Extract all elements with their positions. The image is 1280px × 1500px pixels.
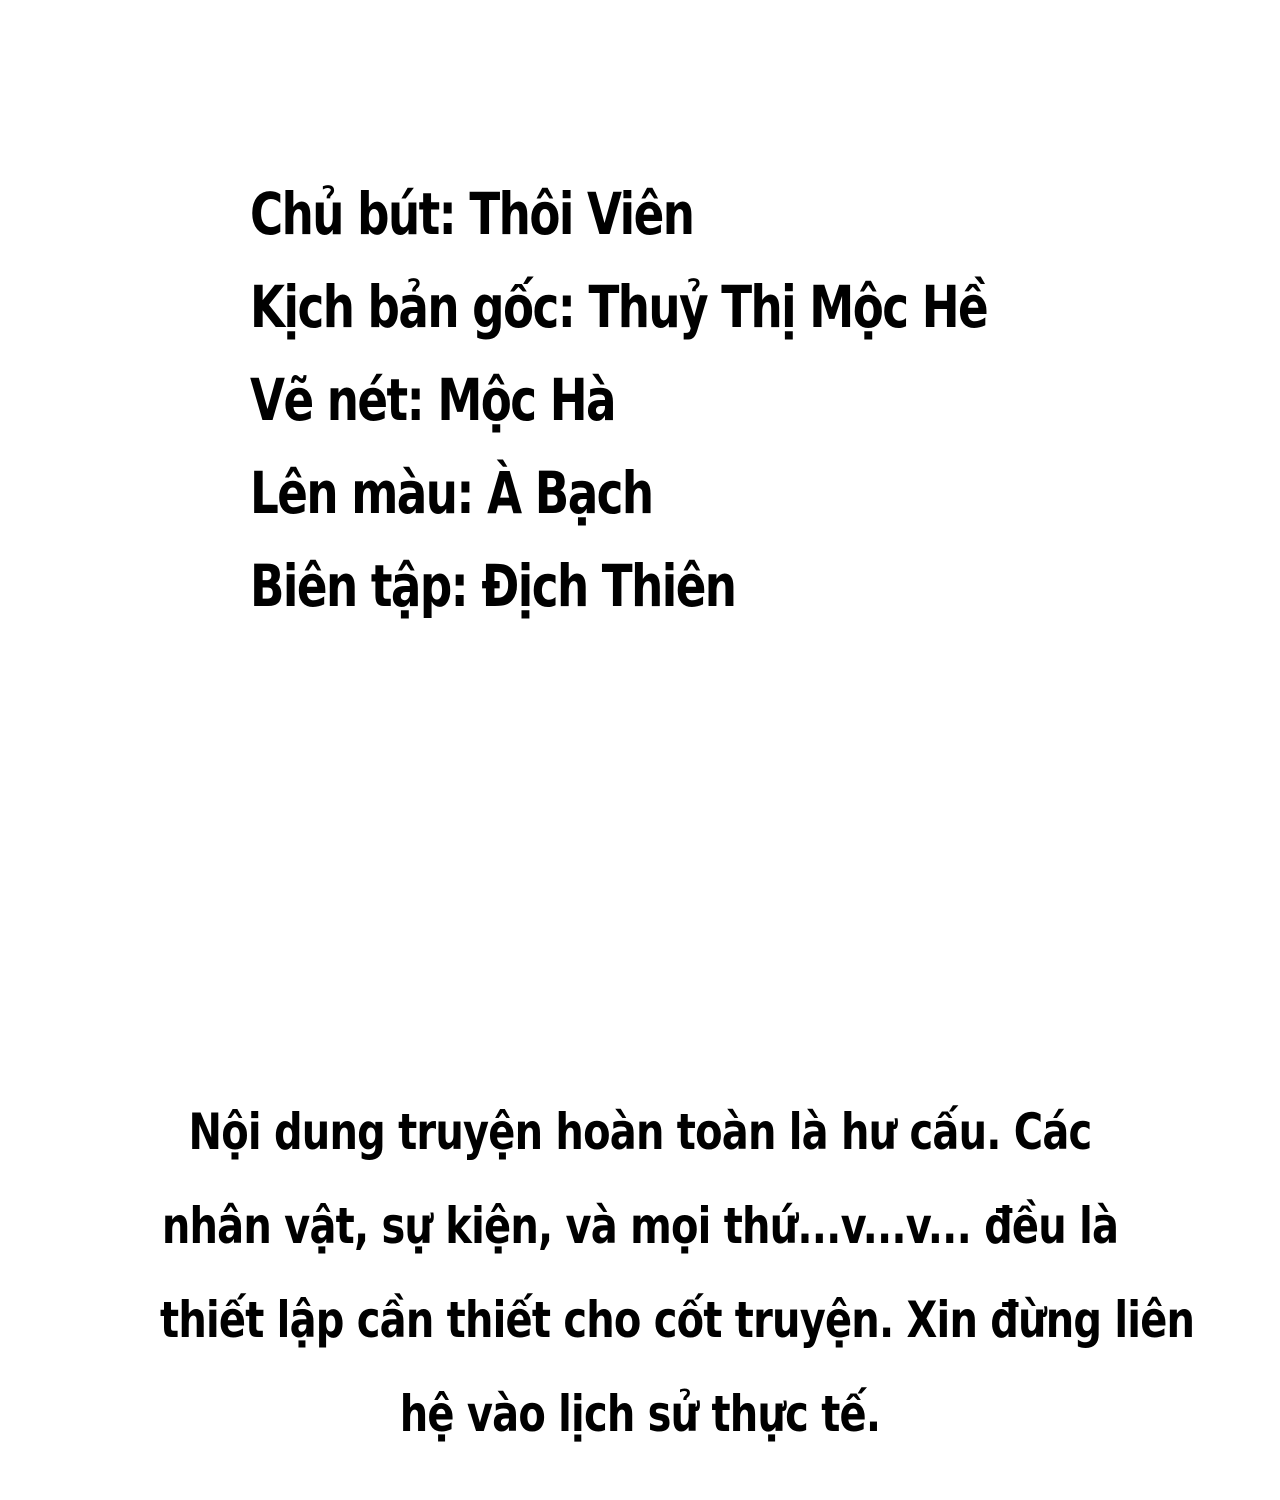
disclaimer-line: Nội dung truyện hoàn toàn là hư cấu. Các (188, 1103, 1092, 1161)
credit-editor: Biên tập: Địch Thiên (250, 552, 736, 620)
credits-list (250, 168, 1195, 633)
disclaimer-line: thiết lập cần thiết cho cốt truyện. Xin đừng liên (160, 1291, 1195, 1349)
disclaimer-text (40, 1085, 1240, 1461)
credit-line-art: Vẽ nét: Mộc Hà (250, 366, 616, 434)
credit-original-script: Kịch bản gốc: Thuỷ Thị Mộc Hề (250, 273, 988, 341)
disclaimer-line: nhân vật, sự kiện, và mọi thứ...v...v... đều là (161, 1197, 1119, 1255)
credit-chief-editor: Chủ bút: Thôi Viên (250, 180, 694, 248)
disclaimer-line: hệ vào lịch sử thực tế. (399, 1385, 881, 1443)
credit-coloring: Lên màu: À Bạch (250, 459, 653, 527)
